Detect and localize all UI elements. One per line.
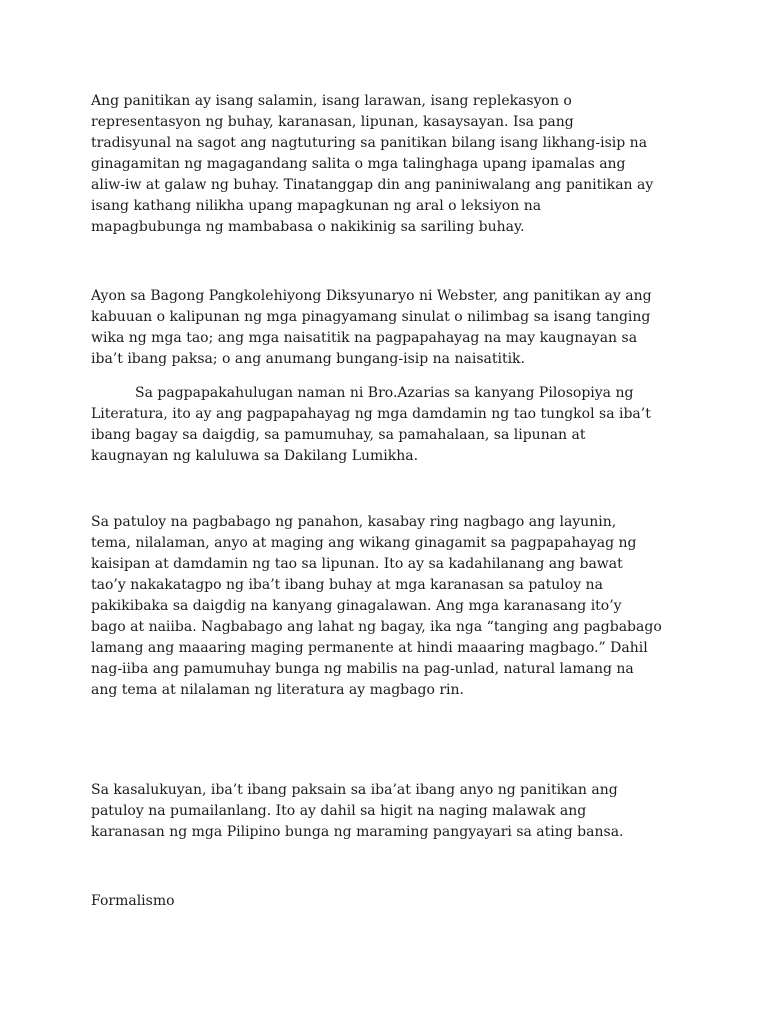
text-line: kaugnayan ng kaluluwa sa Dakilang Lumikha. [91,448,419,464]
text-line: patuloy na pumailanlang. Ito ay dahil sa higit na naging malawak ang [91,803,587,819]
text-line: lamang ang maaaring maging permanente at hindi maaaring magbago.” Dahil [91,640,648,656]
text-line: tao’y nakakatagpo ng iba’t ibang buhay at mga karanasan sa patuloy na [91,577,603,593]
text-line: tema, nilalaman, anyo at maging ang wikang ginagamit sa pagpapahayag ng [91,535,637,551]
text-line: Ayon sa Bagong Pangkolehiyong Diksyunaryo ni Webster, ang panitikan ay ang [91,288,652,304]
text-line: iba’t ibang paksa; o ang anumang bungang-isip na naisatitik. [91,351,525,367]
text-line: Literatura, ito ay ang pagpapahayag ng mga damdamin ng tao tungkol sa iba’t [91,406,651,422]
paragraph-pagbabago [91,512,751,701]
text-line: wika ng mga tao; ang mga naisatitik na pagpapahayag na may kaugnayan sa [91,330,638,346]
text-line: kabuuan o kalipunan ng mga pinagyamang sinulat o nilimbag sa isang tanging [91,309,651,325]
text-line: Sa kasalukuyan, iba’t ibang paksain sa iba’at ibang anyo ng panitikan ang [91,782,618,798]
text-line: isang kathang nilikha upang mapagkunan ng aral o leksiyon na [91,198,542,214]
text-line: mapagbubunga ng mambabasa o nakikinig sa sariling buhay. [91,219,525,235]
text-line: bago at naiiba. Nagbabago ang lahat ng bagay, ika nga “tanging ang pagbabago [91,619,662,635]
section-heading-formalismo: Formalismo [91,893,175,909]
text-line: karanasan ng mga Pilipino bunga ng maraming pangyayari sa ating bansa. [91,824,624,840]
text-line: nag-iiba ang pamumuhay bunga ng mabilis na pag-unlad, natural lamang na [91,661,634,677]
paragraph-kasalukuyan [91,780,751,843]
text-line: ginagamitan ng magagandang salita o mga talinghaga upang ipamalas ang [91,156,626,172]
text-line: representasyon ng buhay, karanasan, lipunan, kasaysayan. Isa pang [91,114,574,130]
text-line: aliw-iw at galaw ng buhay. Tinatanggap din ang paniniwalang ang panitikan ay [91,177,654,193]
paragraph-panitikan-salamin [91,91,751,238]
text-line: pakikibaka sa daigdig na kanyang ginagalawan. Ang mga karanasang ito’y [91,598,622,614]
text-line: ang tema at nilalaman ng literatura ay magbago rin. [91,682,464,698]
paragraph-webster-definition [91,286,751,370]
text-line: tradisyunal na sagot ang nagtuturing sa panitikan bilang isang likhang-isip na [91,135,648,151]
text-line: Sa patuloy na pagbabago ng panahon, kasabay ring nagbago ang layunin, [91,514,617,530]
paragraph-azarias-definition [91,383,751,467]
text-line: kaisipan at damdamin ng tao sa lipunan. Ito ay sa kadahilanang ang bawat [91,556,623,572]
text-line: Sa pagpapakahulugan naman ni Bro.Azarias sa kanyang Pilosopiya ng [135,385,634,401]
text-line: Ang panitikan ay isang salamin, isang larawan, isang replekasyon o [91,93,572,109]
text-line: ibang bagay sa daigdig, sa pamumuhay, sa pamahalaan, sa lipunan at [91,427,586,443]
